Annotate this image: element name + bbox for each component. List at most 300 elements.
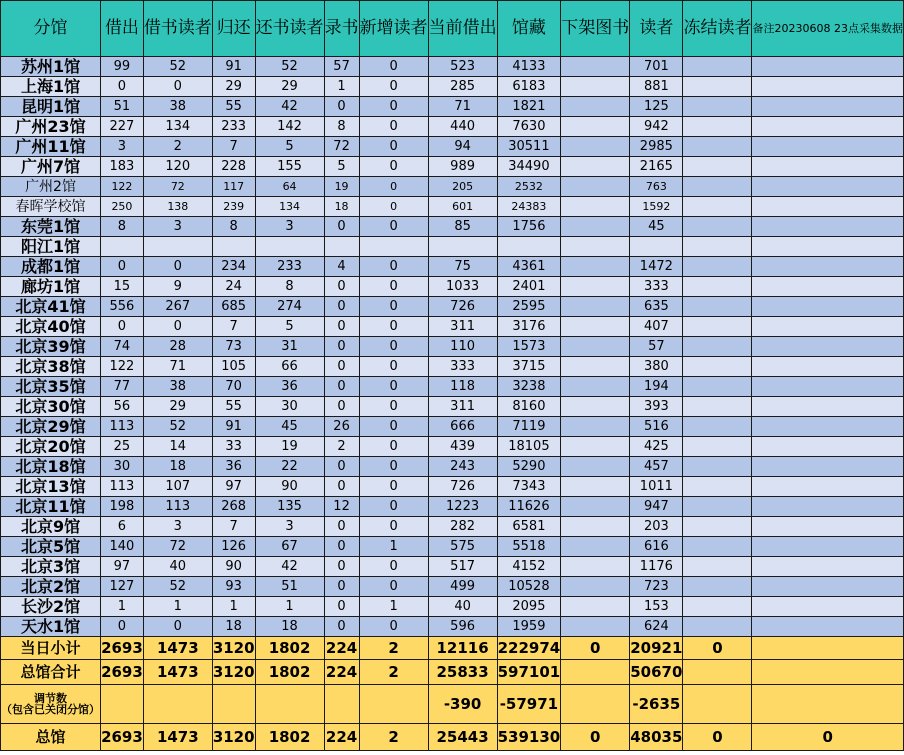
cell-holdings[interactable]: 30511 <box>497 137 561 157</box>
cell-borrow[interactable]: 30 <box>101 457 144 477</box>
cell-delisted[interactable] <box>561 237 630 257</box>
cell-borrow[interactable]: 8 <box>101 217 144 237</box>
cell-return-readers[interactable]: 22 <box>255 457 324 477</box>
cell-return-readers[interactable]: 64 <box>255 177 324 197</box>
cell-return-readers[interactable]: 3 <box>255 517 324 537</box>
cell-frozen-readers[interactable] <box>683 517 752 537</box>
cell-return-readers[interactable]: 29 <box>255 77 324 97</box>
cell-catalog[interactable]: 0 <box>324 477 359 497</box>
cell-catalog[interactable]: 0 <box>324 557 359 577</box>
cell-frozen-readers[interactable] <box>683 317 752 337</box>
cell-return[interactable]: 7 <box>212 317 255 337</box>
header-holdings[interactable]: 馆藏 <box>497 1 561 57</box>
cell-current-borrowed[interactable]: 71 <box>428 97 497 117</box>
header-current-borrowed[interactable]: 当前借出 <box>428 1 497 57</box>
cell-frozen-readers[interactable] <box>683 437 752 457</box>
cell-borrow-readers[interactable]: 267 <box>143 297 212 317</box>
cell-readers[interactable]: 57 <box>630 337 683 357</box>
cell-return-readers[interactable]: 31 <box>255 337 324 357</box>
cell-current-borrowed[interactable]: -390 <box>428 685 497 724</box>
cell-return-readers[interactable]: 135 <box>255 497 324 517</box>
cell-note[interactable] <box>752 217 904 237</box>
cell-note[interactable] <box>752 477 904 497</box>
cell-return[interactable]: 3120 <box>212 724 255 751</box>
cell-borrow[interactable]: 25 <box>101 437 144 457</box>
cell-catalog[interactable]: 0 <box>324 517 359 537</box>
cell-branch-name[interactable]: 苏州1馆 <box>1 57 101 77</box>
cell-holdings[interactable]: 2095 <box>497 597 561 617</box>
cell-holdings[interactable]: 6581 <box>497 517 561 537</box>
cell-frozen-readers[interactable] <box>683 257 752 277</box>
cell-delisted[interactable] <box>561 457 630 477</box>
cell-borrow-readers[interactable]: 9 <box>143 277 212 297</box>
cell-new-readers[interactable]: 0 <box>359 57 428 77</box>
header-new-readers[interactable]: 新增读者 <box>359 1 428 57</box>
cell-delisted[interactable] <box>561 557 630 577</box>
cell-readers[interactable]: 881 <box>630 77 683 97</box>
cell-frozen-readers[interactable] <box>683 357 752 377</box>
cell-return[interactable] <box>212 237 255 257</box>
cell-new-readers[interactable]: 0 <box>359 177 428 197</box>
cell-catalog[interactable]: 0 <box>324 297 359 317</box>
cell-frozen-readers[interactable] <box>683 277 752 297</box>
cell-return[interactable]: 55 <box>212 397 255 417</box>
cell-note[interactable] <box>752 537 904 557</box>
cell-holdings[interactable]: 4361 <box>497 257 561 277</box>
cell-branch-name[interactable]: 北京35馆 <box>1 377 101 397</box>
cell-delisted[interactable] <box>561 377 630 397</box>
cell-borrow-readers[interactable]: 28 <box>143 337 212 357</box>
cell-frozen-readers[interactable] <box>683 137 752 157</box>
cell-catalog[interactable]: 224 <box>324 660 359 685</box>
cell-catalog[interactable]: 26 <box>324 417 359 437</box>
cell-holdings[interactable]: 7119 <box>497 417 561 437</box>
cell-holdings[interactable]: 7630 <box>497 117 561 137</box>
cell-catalog[interactable]: 5 <box>324 157 359 177</box>
cell-current-borrowed[interactable]: 25443 <box>428 724 497 751</box>
cell-return[interactable]: 117 <box>212 177 255 197</box>
cell-delisted[interactable] <box>561 297 630 317</box>
cell-catalog[interactable]: 0 <box>324 337 359 357</box>
cell-borrow-readers[interactable]: 72 <box>143 177 212 197</box>
cell-borrow-readers[interactable]: 0 <box>143 317 212 337</box>
cell-holdings[interactable]: 5518 <box>497 537 561 557</box>
cell-new-readers[interactable]: 0 <box>359 477 428 497</box>
cell-branch-name[interactable]: 北京2馆 <box>1 577 101 597</box>
cell-delisted[interactable] <box>561 617 630 637</box>
cell-catalog[interactable] <box>324 685 359 724</box>
cell-catalog[interactable]: 0 <box>324 397 359 417</box>
cell-borrow-readers[interactable]: 1 <box>143 597 212 617</box>
cell-readers[interactable]: 393 <box>630 397 683 417</box>
cell-borrow[interactable]: 113 <box>101 477 144 497</box>
cell-borrow[interactable]: 2693 <box>101 660 144 685</box>
cell-borrow-readers[interactable]: 52 <box>143 417 212 437</box>
cell-branch-name[interactable]: 北京13馆 <box>1 477 101 497</box>
cell-catalog[interactable]: 72 <box>324 137 359 157</box>
cell-readers[interactable]: 425 <box>630 437 683 457</box>
cell-return[interactable]: 126 <box>212 537 255 557</box>
cell-note[interactable] <box>752 297 904 317</box>
header-borrow-readers[interactable]: 借书读者 <box>143 1 212 57</box>
cell-holdings[interactable]: 7343 <box>497 477 561 497</box>
cell-catalog[interactable]: 224 <box>324 724 359 751</box>
cell-delisted[interactable]: 0 <box>561 724 630 751</box>
cell-return-readers[interactable]: 42 <box>255 97 324 117</box>
cell-borrow-readers[interactable]: 2 <box>143 137 212 157</box>
cell-return-readers[interactable]: 66 <box>255 357 324 377</box>
cell-catalog[interactable]: 0 <box>324 277 359 297</box>
cell-branch-name[interactable]: 广州11馆 <box>1 137 101 157</box>
header-return[interactable]: 归还 <box>212 1 255 57</box>
cell-frozen-readers[interactable] <box>683 117 752 137</box>
cell-holdings[interactable]: 24383 <box>497 197 561 217</box>
cell-return[interactable]: 233 <box>212 117 255 137</box>
cell-readers[interactable]: 48035 <box>630 724 683 751</box>
cell-borrow[interactable]: 227 <box>101 117 144 137</box>
cell-current-borrowed[interactable]: 40 <box>428 597 497 617</box>
cell-borrow-readers[interactable]: 138 <box>143 197 212 217</box>
cell-current-borrowed[interactable]: 439 <box>428 437 497 457</box>
cell-return-readers[interactable]: 5 <box>255 317 324 337</box>
cell-holdings[interactable]: 3176 <box>497 317 561 337</box>
cell-readers[interactable]: 2165 <box>630 157 683 177</box>
cell-catalog[interactable]: 8 <box>324 117 359 137</box>
cell-current-borrowed[interactable]: 243 <box>428 457 497 477</box>
header-catalog[interactable]: 录书 <box>324 1 359 57</box>
header-frozen-readers[interactable]: 冻结读者 <box>683 1 752 57</box>
cell-current-borrowed[interactable]: 517 <box>428 557 497 577</box>
cell-delisted[interactable] <box>561 397 630 417</box>
cell-current-borrowed[interactable]: 75 <box>428 257 497 277</box>
cell-delisted[interactable] <box>561 257 630 277</box>
cell-note[interactable] <box>752 97 904 117</box>
cell-branch-name[interactable]: 天水1馆 <box>1 617 101 637</box>
cell-branch-name[interactable]: 广州7馆 <box>1 157 101 177</box>
cell-holdings[interactable]: 2595 <box>497 297 561 317</box>
cell-borrow[interactable]: 99 <box>101 57 144 77</box>
cell-current-borrowed[interactable]: 989 <box>428 157 497 177</box>
cell-frozen-readers[interactable] <box>683 557 752 577</box>
cell-note[interactable] <box>752 237 904 257</box>
cell-delisted[interactable] <box>561 577 630 597</box>
cell-catalog[interactable]: 0 <box>324 457 359 477</box>
cell-return[interactable]: 73 <box>212 337 255 357</box>
cell-return[interactable]: 105 <box>212 357 255 377</box>
cell-note[interactable] <box>752 117 904 137</box>
cell-holdings[interactable]: 222974 <box>497 637 561 660</box>
cell-branch-name[interactable]: 北京9馆 <box>1 517 101 537</box>
cell-return-readers[interactable]: 1802 <box>255 637 324 660</box>
cell-new-readers[interactable]: 0 <box>359 97 428 117</box>
cell-borrow[interactable]: 127 <box>101 577 144 597</box>
cell-borrow-readers[interactable]: 1473 <box>143 660 212 685</box>
cell-current-borrowed[interactable]: 1223 <box>428 497 497 517</box>
cell-readers[interactable]: 1176 <box>630 557 683 577</box>
cell-borrow-readers[interactable]: 107 <box>143 477 212 497</box>
cell-readers[interactable]: 1011 <box>630 477 683 497</box>
cell-return-readers[interactable]: 42 <box>255 557 324 577</box>
cell-catalog[interactable]: 0 <box>324 537 359 557</box>
cell-branch-name[interactable]: 北京39馆 <box>1 337 101 357</box>
cell-readers[interactable]: 194 <box>630 377 683 397</box>
cell-delisted[interactable] <box>561 177 630 197</box>
cell-frozen-readers[interactable] <box>683 217 752 237</box>
cell-readers[interactable]: 624 <box>630 617 683 637</box>
cell-borrow[interactable]: 556 <box>101 297 144 317</box>
cell-new-readers[interactable]: 1 <box>359 537 428 557</box>
cell-readers[interactable]: 153 <box>630 597 683 617</box>
cell-current-borrowed[interactable]: 205 <box>428 177 497 197</box>
cell-frozen-readers[interactable] <box>683 477 752 497</box>
cell-branch-name[interactable]: 总馆合计 <box>1 660 101 685</box>
cell-borrow-readers[interactable]: 14 <box>143 437 212 457</box>
cell-return[interactable]: 268 <box>212 497 255 517</box>
cell-holdings[interactable]: 11626 <box>497 497 561 517</box>
cell-return-readers[interactable]: 30 <box>255 397 324 417</box>
cell-branch-name[interactable]: 北京30馆 <box>1 397 101 417</box>
cell-return-readers[interactable]: 8 <box>255 277 324 297</box>
cell-return[interactable]: 24 <box>212 277 255 297</box>
cell-borrow-readers[interactable]: 0 <box>143 77 212 97</box>
cell-readers[interactable]: 380 <box>630 357 683 377</box>
cell-branch-name[interactable]: 阳江1馆 <box>1 237 101 257</box>
cell-delisted[interactable] <box>561 277 630 297</box>
cell-catalog[interactable]: 1 <box>324 77 359 97</box>
cell-branch-name[interactable]: 北京40馆 <box>1 317 101 337</box>
cell-readers[interactable]: 45 <box>630 217 683 237</box>
cell-delisted[interactable] <box>561 157 630 177</box>
cell-new-readers[interactable]: 0 <box>359 517 428 537</box>
cell-note[interactable] <box>752 177 904 197</box>
cell-new-readers[interactable]: 0 <box>359 157 428 177</box>
cell-delisted[interactable] <box>561 477 630 497</box>
cell-readers[interactable]: 516 <box>630 417 683 437</box>
cell-return-readers[interactable]: 1802 <box>255 724 324 751</box>
cell-catalog[interactable]: 0 <box>324 617 359 637</box>
cell-frozen-readers[interactable] <box>683 377 752 397</box>
cell-catalog[interactable]: 12 <box>324 497 359 517</box>
cell-holdings[interactable]: 2532 <box>497 177 561 197</box>
cell-borrow[interactable]: 56 <box>101 397 144 417</box>
cell-borrow-readers[interactable] <box>143 685 212 724</box>
header-borrow[interactable]: 借出 <box>101 1 144 57</box>
cell-new-readers[interactable]: 0 <box>359 297 428 317</box>
cell-frozen-readers[interactable] <box>683 57 752 77</box>
cell-branch-name[interactable]: 北京3馆 <box>1 557 101 577</box>
cell-note[interactable]: 0 <box>752 724 904 751</box>
cell-delisted[interactable] <box>561 685 630 724</box>
cell-note[interactable] <box>752 660 904 685</box>
cell-current-borrowed[interactable]: 285 <box>428 77 497 97</box>
cell-delisted[interactable] <box>561 217 630 237</box>
cell-frozen-readers[interactable] <box>683 337 752 357</box>
cell-catalog[interactable]: 19 <box>324 177 359 197</box>
cell-note[interactable] <box>752 197 904 217</box>
cell-delisted[interactable] <box>561 597 630 617</box>
cell-borrow[interactable]: 250 <box>101 197 144 217</box>
cell-borrow-readers[interactable] <box>143 237 212 257</box>
cell-return[interactable]: 90 <box>212 557 255 577</box>
cell-branch-name[interactable]: 当日小计 <box>1 637 101 660</box>
cell-catalog[interactable]: 0 <box>324 377 359 397</box>
cell-current-borrowed[interactable]: 666 <box>428 417 497 437</box>
cell-current-borrowed[interactable] <box>428 237 497 257</box>
cell-borrow[interactable]: 2693 <box>101 724 144 751</box>
cell-return[interactable]: 55 <box>212 97 255 117</box>
cell-borrow-readers[interactable]: 0 <box>143 257 212 277</box>
cell-borrow-readers[interactable]: 29 <box>143 397 212 417</box>
cell-borrow[interactable]: 140 <box>101 537 144 557</box>
cell-holdings[interactable]: 3238 <box>497 377 561 397</box>
cell-branch-name[interactable]: 北京11馆 <box>1 497 101 517</box>
cell-holdings[interactable]: 8160 <box>497 397 561 417</box>
cell-catalog[interactable]: 0 <box>324 577 359 597</box>
cell-readers[interactable]: 125 <box>630 97 683 117</box>
cell-new-readers[interactable]: 0 <box>359 137 428 157</box>
cell-delisted[interactable] <box>561 317 630 337</box>
cell-note[interactable] <box>752 277 904 297</box>
cell-return[interactable] <box>212 685 255 724</box>
cell-new-readers[interactable]: 0 <box>359 397 428 417</box>
cell-current-borrowed[interactable]: 94 <box>428 137 497 157</box>
cell-borrow-readers[interactable]: 72 <box>143 537 212 557</box>
cell-note[interactable] <box>752 77 904 97</box>
cell-current-borrowed[interactable]: 726 <box>428 477 497 497</box>
cell-holdings[interactable]: 4133 <box>497 57 561 77</box>
cell-borrow[interactable]: 3 <box>101 137 144 157</box>
cell-branch-name[interactable]: 北京5馆 <box>1 537 101 557</box>
cell-borrow[interactable]: 15 <box>101 277 144 297</box>
cell-new-readers[interactable]: 0 <box>359 417 428 437</box>
cell-current-borrowed[interactable]: 311 <box>428 397 497 417</box>
cell-current-borrowed[interactable]: 110 <box>428 337 497 357</box>
cell-borrow[interactable]: 0 <box>101 617 144 637</box>
cell-new-readers[interactable]: 0 <box>359 577 428 597</box>
cell-current-borrowed[interactable]: 726 <box>428 297 497 317</box>
cell-frozen-readers[interactable] <box>683 497 752 517</box>
cell-readers[interactable]: 50670 <box>630 660 683 685</box>
cell-borrow-readers[interactable]: 3 <box>143 517 212 537</box>
cell-new-readers[interactable]: 2 <box>359 637 428 660</box>
cell-note[interactable] <box>752 617 904 637</box>
cell-holdings[interactable]: 34490 <box>497 157 561 177</box>
cell-holdings[interactable]: 1821 <box>497 97 561 117</box>
cell-note[interactable] <box>752 597 904 617</box>
cell-borrow[interactable]: 1 <box>101 597 144 617</box>
cell-readers[interactable]: 1472 <box>630 257 683 277</box>
cell-readers[interactable]: 723 <box>630 577 683 597</box>
cell-new-readers[interactable]: 0 <box>359 357 428 377</box>
cell-borrow-readers[interactable]: 18 <box>143 457 212 477</box>
cell-current-borrowed[interactable]: 118 <box>428 377 497 397</box>
cell-catalog[interactable]: 0 <box>324 97 359 117</box>
cell-branch-name[interactable]: 北京20馆 <box>1 437 101 457</box>
cell-new-readers[interactable]: 0 <box>359 457 428 477</box>
cell-delisted[interactable] <box>561 57 630 77</box>
cell-current-borrowed[interactable]: 523 <box>428 57 497 77</box>
cell-return-readers[interactable]: 233 <box>255 257 324 277</box>
cell-holdings[interactable]: 4152 <box>497 557 561 577</box>
cell-catalog[interactable]: 224 <box>324 637 359 660</box>
cell-branch-name[interactable]: 上海1馆 <box>1 77 101 97</box>
cell-return-readers[interactable]: 5 <box>255 137 324 157</box>
cell-branch-name[interactable]: 北京29馆 <box>1 417 101 437</box>
cell-borrow-readers[interactable]: 120 <box>143 157 212 177</box>
cell-holdings[interactable]: 10528 <box>497 577 561 597</box>
cell-return-readers[interactable]: 52 <box>255 57 324 77</box>
cell-borrow[interactable]: 77 <box>101 377 144 397</box>
cell-borrow-readers[interactable]: 113 <box>143 497 212 517</box>
cell-branch-name[interactable]: 广州2馆 <box>1 177 101 197</box>
cell-delisted[interactable] <box>561 437 630 457</box>
cell-holdings[interactable]: 18105 <box>497 437 561 457</box>
cell-return[interactable]: 234 <box>212 257 255 277</box>
cell-return-readers[interactable]: 19 <box>255 437 324 457</box>
cell-catalog[interactable]: 0 <box>324 317 359 337</box>
cell-borrow[interactable]: 0 <box>101 77 144 97</box>
cell-current-borrowed[interactable]: 575 <box>428 537 497 557</box>
cell-delisted[interactable] <box>561 97 630 117</box>
cell-holdings[interactable]: 5290 <box>497 457 561 477</box>
cell-note[interactable] <box>752 437 904 457</box>
cell-catalog[interactable]: 0 <box>324 597 359 617</box>
cell-borrow-readers[interactable]: 134 <box>143 117 212 137</box>
cell-catalog[interactable]: 57 <box>324 57 359 77</box>
cell-readers[interactable]: 203 <box>630 517 683 537</box>
cell-return[interactable]: 8 <box>212 217 255 237</box>
cell-current-borrowed[interactable]: 499 <box>428 577 497 597</box>
cell-borrow[interactable]: 183 <box>101 157 144 177</box>
cell-return-readers[interactable]: 134 <box>255 197 324 217</box>
cell-note[interactable] <box>752 377 904 397</box>
adjustment-label[interactable] <box>1 685 101 724</box>
cell-readers[interactable]: 2985 <box>630 137 683 157</box>
cell-delisted[interactable] <box>561 117 630 137</box>
cell-borrow[interactable]: 74 <box>101 337 144 357</box>
cell-current-borrowed[interactable]: 1033 <box>428 277 497 297</box>
cell-return[interactable]: 91 <box>212 57 255 77</box>
cell-borrow-readers[interactable]: 1473 <box>143 724 212 751</box>
cell-branch-name[interactable]: 昆明1馆 <box>1 97 101 117</box>
cell-borrow[interactable]: 198 <box>101 497 144 517</box>
cell-holdings[interactable]: 539130 <box>497 724 561 751</box>
cell-branch-name[interactable]: 北京18馆 <box>1 457 101 477</box>
cell-frozen-readers[interactable] <box>683 237 752 257</box>
cell-note[interactable] <box>752 577 904 597</box>
cell-branch-name[interactable]: 总馆 <box>1 724 101 751</box>
cell-readers[interactable]: 407 <box>630 317 683 337</box>
cell-delisted[interactable]: 0 <box>561 637 630 660</box>
cell-current-borrowed[interactable]: 333 <box>428 357 497 377</box>
cell-frozen-readers[interactable] <box>683 177 752 197</box>
cell-borrow[interactable]: 6 <box>101 517 144 537</box>
cell-holdings[interactable]: 3715 <box>497 357 561 377</box>
cell-readers[interactable]: 701 <box>630 57 683 77</box>
cell-readers[interactable]: 20921 <box>630 637 683 660</box>
cell-frozen-readers[interactable] <box>683 97 752 117</box>
cell-catalog[interactable]: 2 <box>324 437 359 457</box>
cell-new-readers[interactable]: 0 <box>359 77 428 97</box>
cell-holdings[interactable]: 1573 <box>497 337 561 357</box>
cell-holdings[interactable]: 6183 <box>497 77 561 97</box>
cell-return[interactable]: 3120 <box>212 637 255 660</box>
cell-branch-name[interactable]: 北京41馆 <box>1 297 101 317</box>
cell-note[interactable] <box>752 317 904 337</box>
cell-readers[interactable]: 763 <box>630 177 683 197</box>
cell-holdings[interactable]: 1756 <box>497 217 561 237</box>
cell-note[interactable] <box>752 357 904 377</box>
